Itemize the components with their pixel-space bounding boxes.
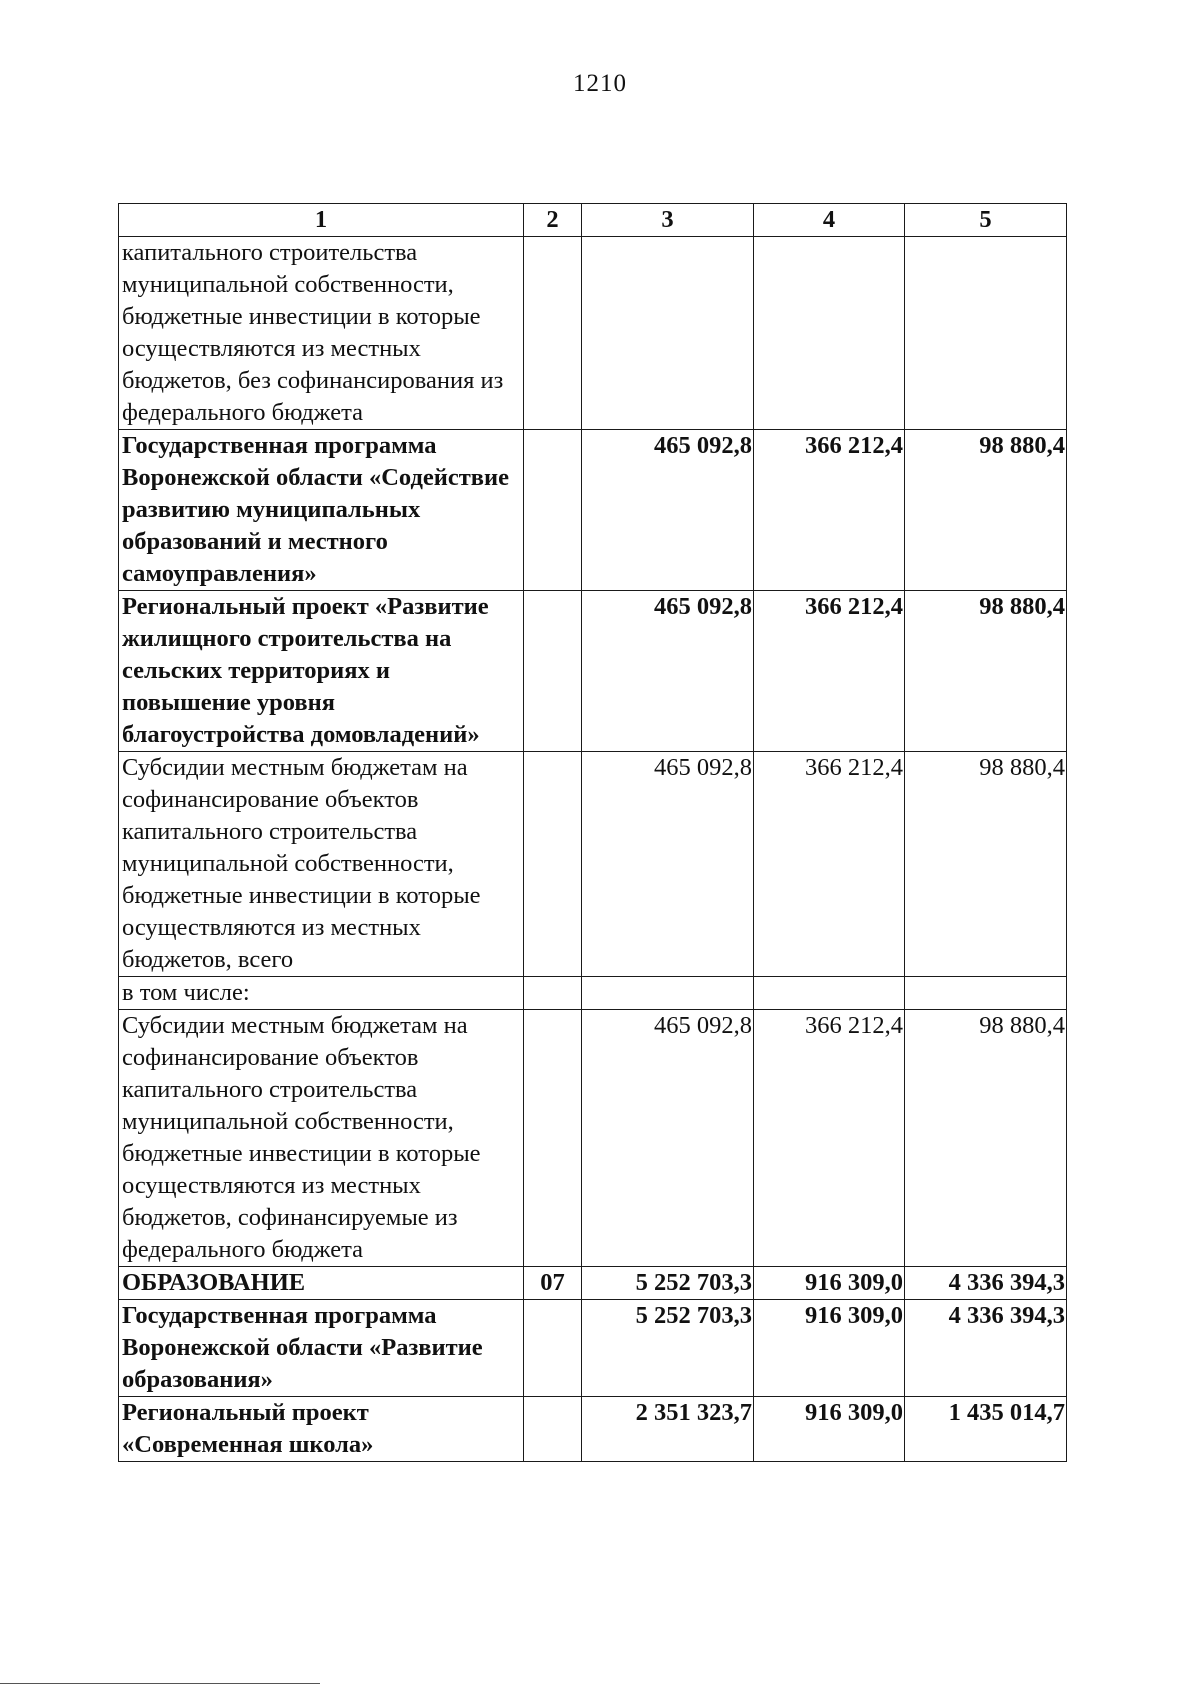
row-name: Региональный проект «Современная школа»	[119, 1397, 524, 1462]
column-header-1: 1	[119, 204, 524, 237]
row-name: Региональный проект «Развитие жилищного строительства на сельских территориях и повышение уровня благоустройства домовладений»	[119, 591, 524, 752]
row-value-4: 916 309,0	[754, 1300, 905, 1397]
row-value-3: 2 351 323,7	[582, 1397, 754, 1462]
column-header-2: 2	[524, 204, 582, 237]
row-value-3	[582, 237, 754, 430]
row-value-5: 4 336 394,3	[905, 1300, 1067, 1397]
row-code	[524, 752, 582, 977]
row-code	[524, 1397, 582, 1462]
row-value-5: 1 435 014,7	[905, 1397, 1067, 1462]
row-value-5	[905, 237, 1067, 430]
row-value-4: 366 212,4	[754, 1010, 905, 1267]
table-row	[119, 1267, 1067, 1300]
column-header-5: 5	[905, 204, 1067, 237]
row-value-3: 5 252 703,3	[582, 1267, 754, 1300]
row-code	[524, 591, 582, 752]
table-row	[119, 430, 1067, 591]
budget-table	[118, 203, 1067, 1462]
row-code	[524, 1010, 582, 1267]
table-row	[119, 237, 1067, 430]
row-value-3: 465 092,8	[582, 591, 754, 752]
row-name: капитального строительства муниципальной собственности, бюджетные инвестиции в которые осуществляются из местных бюджетов, без софинансирования из федерального бюджета	[119, 237, 524, 430]
row-value-4: 366 212,4	[754, 430, 905, 591]
row-value-3	[582, 977, 754, 1010]
row-name: Государственная программа Воронежской области «Содействие развитию муниципальных образований и местного самоуправления»	[119, 430, 524, 591]
row-name: ОБРАЗОВАНИЕ	[119, 1267, 524, 1300]
column-header-3: 3	[582, 204, 754, 237]
row-value-4	[754, 977, 905, 1010]
row-value-5: 98 880,4	[905, 752, 1067, 977]
table-row	[119, 752, 1067, 977]
row-value-5: 98 880,4	[905, 430, 1067, 591]
row-value-5: 4 336 394,3	[905, 1267, 1067, 1300]
row-code	[524, 237, 582, 430]
row-code	[524, 1300, 582, 1397]
row-value-3: 5 252 703,3	[582, 1300, 754, 1397]
row-value-4: 916 309,0	[754, 1397, 905, 1462]
row-code	[524, 430, 582, 591]
page-number: 1210	[573, 70, 627, 97]
row-value-4: 916 309,0	[754, 1267, 905, 1300]
table-header-row	[119, 204, 1067, 237]
row-name: Субсидии местным бюджетам на софинансирование объектов капитального строительства муниципальной собственности, бюджетные инвестиции в которые осуществляются из местных бюджетов, всего	[119, 752, 524, 977]
table-row	[119, 1010, 1067, 1267]
row-value-4: 366 212,4	[754, 591, 905, 752]
row-code	[524, 977, 582, 1010]
row-value-4	[754, 237, 905, 430]
row-value-3: 465 092,8	[582, 752, 754, 977]
row-value-5	[905, 977, 1067, 1010]
row-value-3: 465 092,8	[582, 1010, 754, 1267]
row-name: Субсидии местным бюджетам на софинансирование объектов капитального строительства муниципальной собственности, бюджетные инвестиции в которые осуществляются из местных бюджетов, софинансируемые из федерального бюджета	[119, 1010, 524, 1267]
row-value-5: 98 880,4	[905, 591, 1067, 752]
row-value-5: 98 880,4	[905, 1010, 1067, 1267]
row-value-3: 465 092,8	[582, 430, 754, 591]
row-value-4: 366 212,4	[754, 752, 905, 977]
footer-divider	[0, 1683, 320, 1684]
row-name: в том числе:	[119, 977, 524, 1010]
table-row	[119, 1300, 1067, 1397]
row-name: Государственная программа Воронежской области «Развитие образования»	[119, 1300, 524, 1397]
table-row	[119, 591, 1067, 752]
row-code: 07	[524, 1267, 582, 1300]
table-row	[119, 977, 1067, 1010]
column-header-4: 4	[754, 204, 905, 237]
table-row	[119, 1397, 1067, 1462]
